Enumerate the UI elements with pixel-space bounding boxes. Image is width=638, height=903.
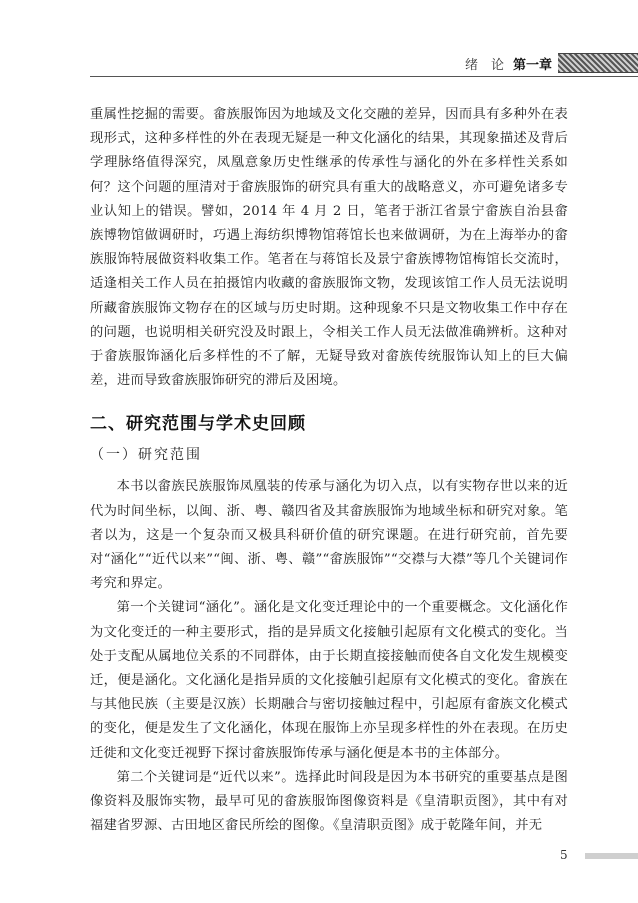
- page-number: 5: [560, 848, 568, 862]
- header-ornament-band: [558, 53, 638, 73]
- page-body: [90, 103, 568, 838]
- body-paragraph: 第一个关键词“涵化”。涵化是文化变迁理论中的一个重要概念。文化涵化作为文化变迁的一种主要形式，指的是异质文化接触引起原有文化模式的变化。当处于支配从属地位关系的不同群体，由于长期直接接触而使各自文化发生规模变迁，便是涵化。文化涵化是指异质的文化接触引起原有文化模式的变化。畲族在与其他民族（主要是汉族）长期融合与密切接触过程中，引起原有畲族文化模式的变化，便是发生了文化涵化，体现在服饰上亦呈现多样性的外在表现。在历史迁徙和文化变迁视野下探讨畲族服饰传承与涵化便是本书的主体部分。: [90, 600, 568, 761]
- body-paragraph: 第二个关键词是“近代以来”。选择此时间段是因为本书研究的重要基点是图像资料及服饰实物，最早可见的畲族服饰图像资料是《皇清职贡图》，其中有对福建省罗源、古田地区畲民所绘的图像。《皇清职贡图》成于乾隆年间，并无: [90, 769, 568, 834]
- subsection-heading: （一）研究范围: [90, 447, 202, 464]
- body-paragraph: 重属性挖掘的需要。畲族服饰因为地域及文化交融的差异，因而具有多种外在表现形式，这种多样性的外在表现无疑是一种文化涵化的结果，其现象描述及背后学理脉络值得深究，凤凰意象历史性继承的传承性与涵化的外在多样性关系如何？这个问题的厘清对于畲族服饰的研究具有重大的战略意义，亦可避免诸多专业认知上的错误。譬如，2014 年 4 月 2 日，笔者于浙江省景宁畲族自治县畲族博物馆做调研时，巧遇上海纺织博物馆蒋馆长也来做调研，为在上海举办的畲族服饰特展做资料收集工作。笔者在与蒋馆长及景宁畲族博物馆梅馆长交流时，适逢相关工作人员在拍摄馆内收藏的畲族服饰文物，发现该馆工作人员无法说明所藏畲族服饰文物存在的区域与历史时期。这种现象不只是文物收集工作中存在的问题，也说明相关研究没及时跟上，令相关工作人员无法做准确辨析。这种对于畲族服饰涵化后多样性的不了解，无疑导致对畲族传统服饰认知上的巨大偏差，进而导致畲族服饰研究的滞后及困境。: [90, 107, 568, 389]
- footer-bar: [585, 853, 638, 859]
- header-section-label: 绪 论: [464, 57, 505, 73]
- section-heading: 二、研究范围与学术史回顾: [90, 414, 306, 435]
- body-paragraph: 本书以畲族民族服饰凤凰装的传承与涵化为切入点，以有实物存世以来的近代为时间坐标，以闽、浙、粤、赣四省及其畲族服饰为地域坐标和研究对象。笔者以为，这是一个复杂而又极具科研价值的研究课题。在进行研究前，首先要对“涵化”“近代以来”“闽、浙、粤、赣”“畲族服饰”“交襟与大襟”等几个关键词作考究和界定。: [90, 479, 568, 592]
- header-rule: [90, 76, 638, 77]
- running-header: [465, 52, 638, 74]
- header-chapter-label: 第一章: [512, 57, 552, 73]
